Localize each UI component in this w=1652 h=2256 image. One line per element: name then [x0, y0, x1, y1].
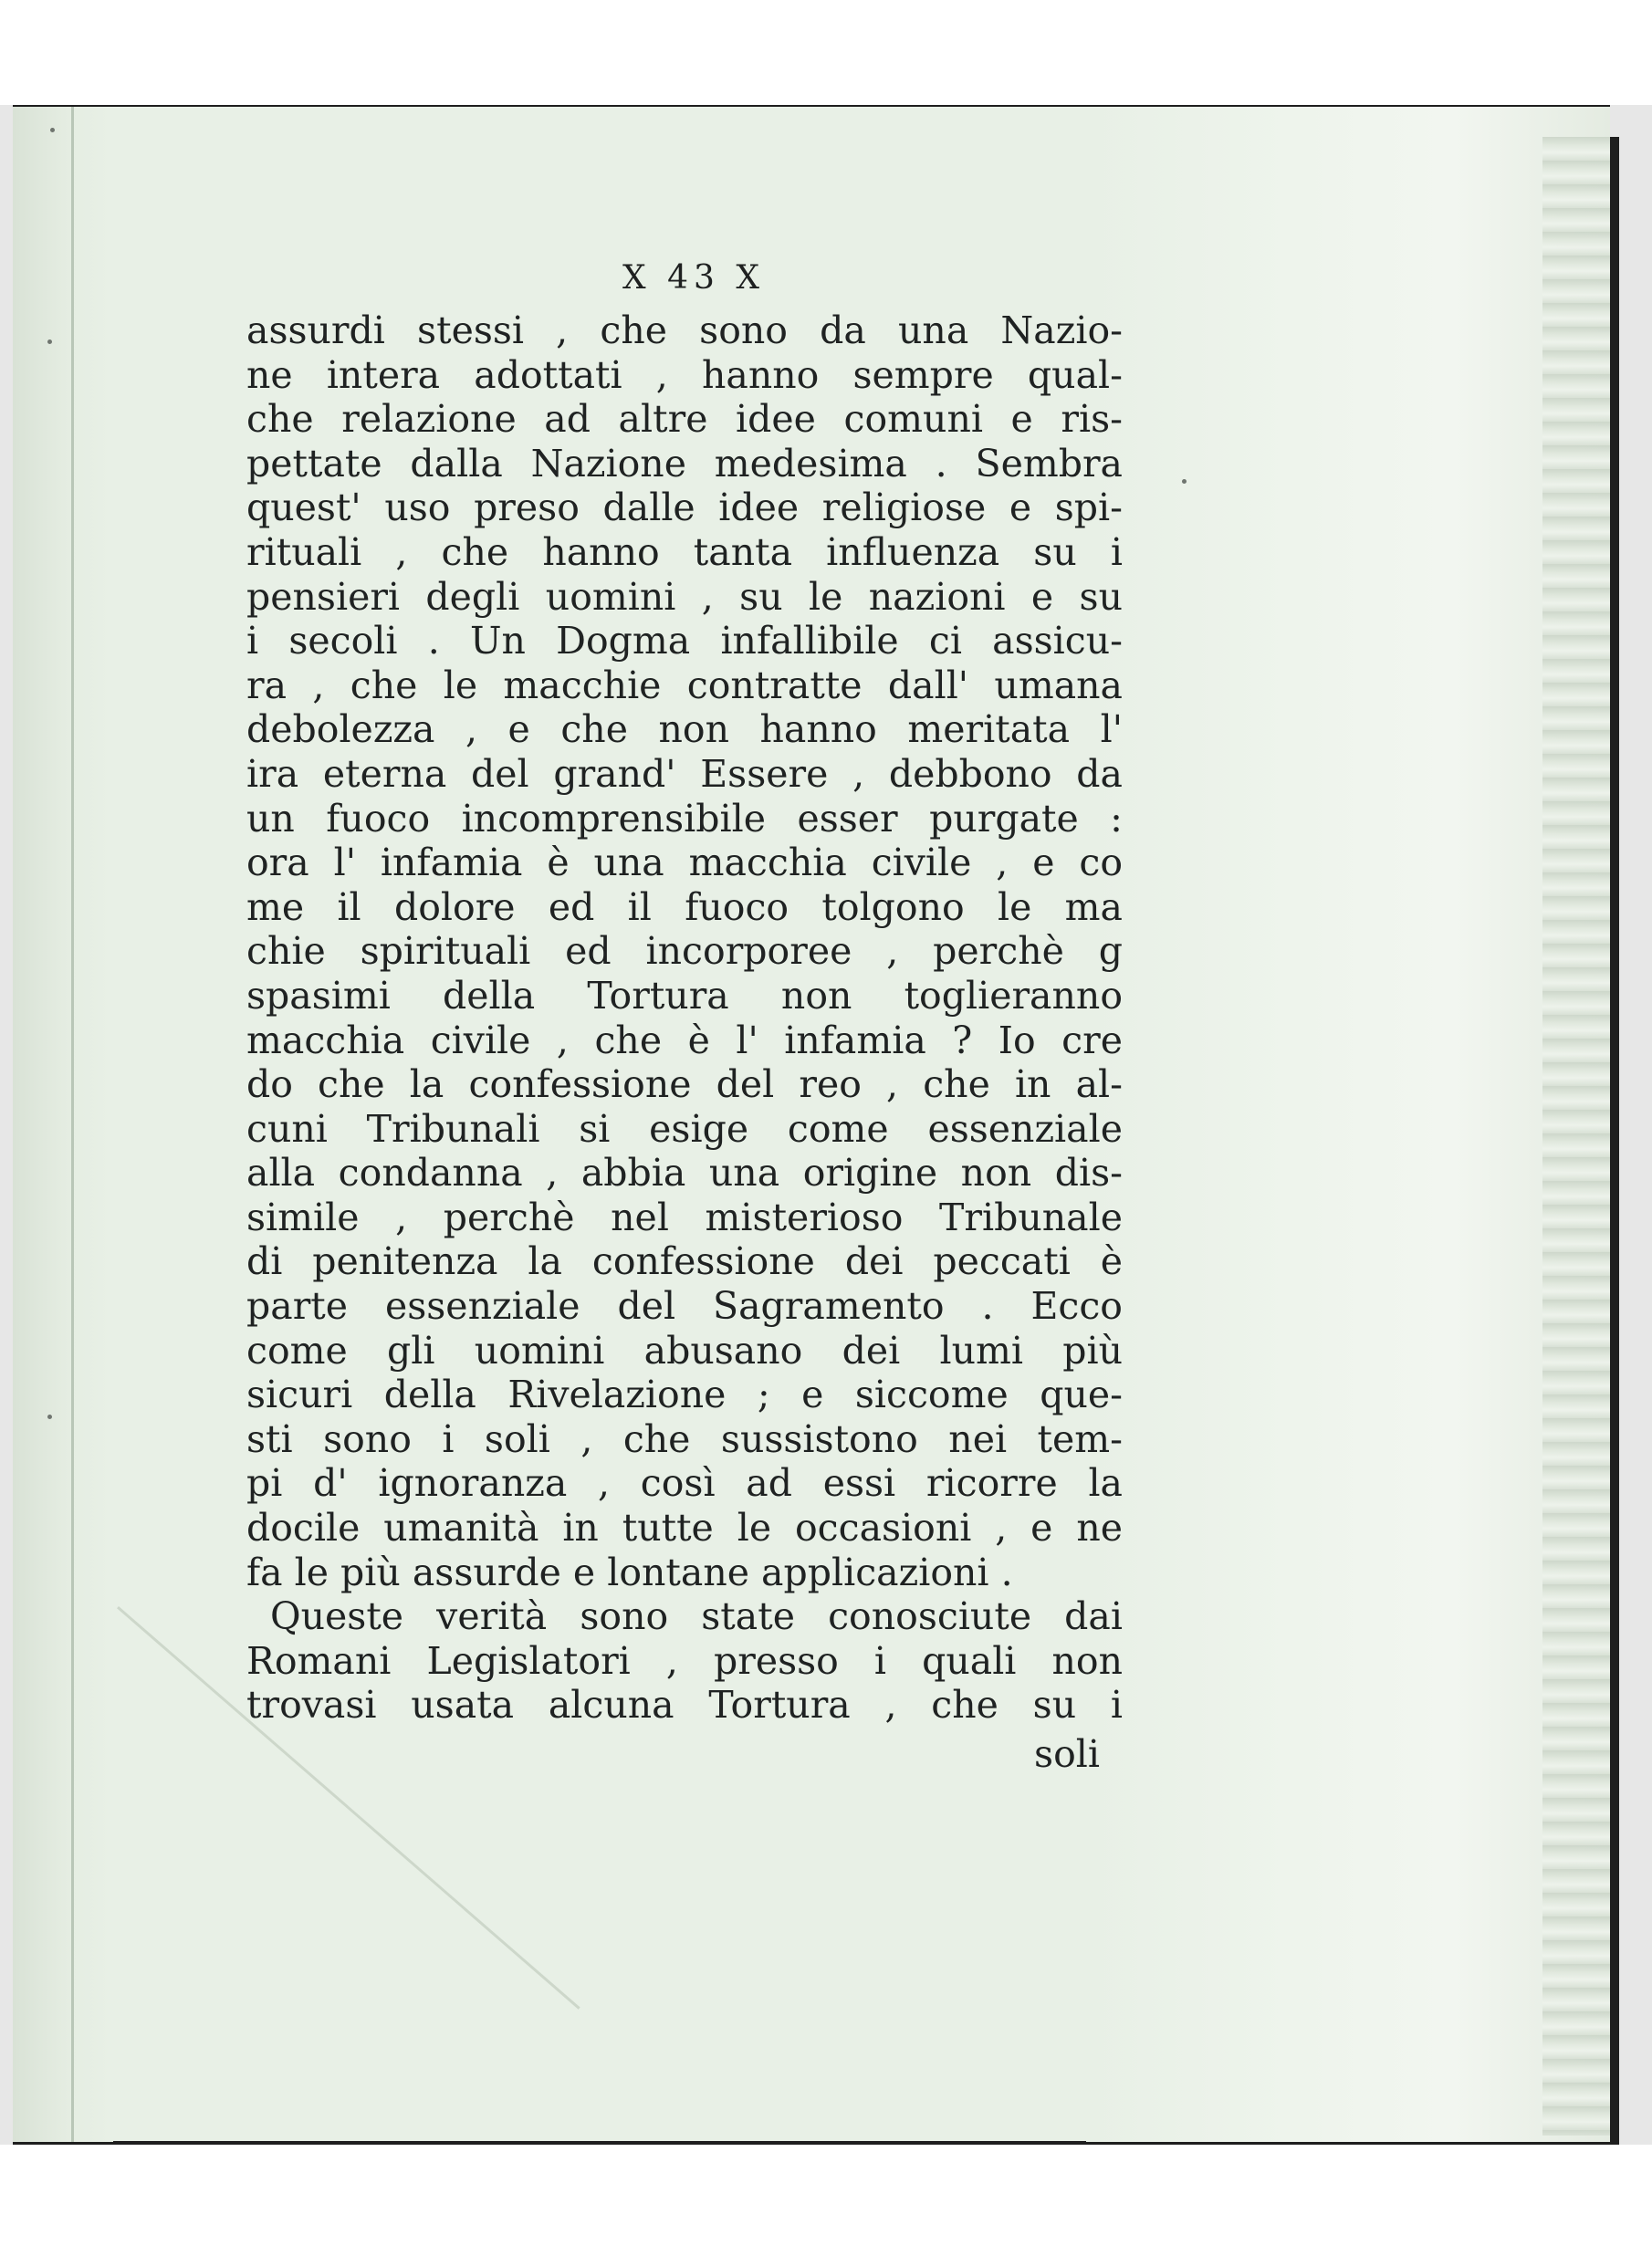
text-line: docile umanità in tutte le occasioni , e ne [246, 1506, 1123, 1551]
text-line: Romani Legislatori , presso i quali non [246, 1638, 1123, 1683]
text-line: fa le più assurde e lontane applicazioni . [246, 1550, 1013, 1594]
text-line: spasimi della Tortura non toglieranno [246, 973, 1123, 1018]
paper-speck [50, 128, 55, 132]
gutter-shadow [13, 107, 113, 2142]
text-line: macchia civile , che è l' infamia ? Io cre [246, 1018, 1123, 1062]
text-line: ra , che le macchie contratte dall' umana [246, 663, 1123, 707]
text-line: ne intera adottati , hanno sempre qual- [246, 352, 1123, 397]
text-line: debolezza , e che non hanno meritata l' [246, 707, 1123, 752]
text-line: ira eterna del grand' Essere , debbono da [246, 751, 1123, 796]
paper-speck [47, 339, 52, 344]
text-line: che relazione ad altre idee comuni e ris- [246, 397, 1123, 442]
text-line: rituali , che hanno tanta influenza su i [246, 529, 1123, 574]
text-line: cuni Tribunali si esige come essenziale [246, 1106, 1123, 1151]
text-line: di penitenza la confessione dei peccati è [246, 1239, 1123, 1284]
text-line: sicuri della Rivelazione ; e siccome que- [246, 1373, 1123, 1417]
text-line: alla condanna , abbia una origine non dis- [246, 1151, 1123, 1196]
text-line: ora l' infamia è una macchia civile , e co [246, 841, 1123, 885]
paper-speck [1182, 479, 1187, 484]
text-line: pi d' ignoranza , così ad essi ricorre la [246, 1461, 1123, 1506]
text-line: chie spirituali ed incorporee , perchè g [246, 929, 1123, 974]
page-number-header: X 43 X [622, 259, 765, 297]
text-line: simile , perchè nel misterioso Tribunale [246, 1195, 1123, 1239]
scan-top-margin [0, 0, 1652, 105]
right-margin-overexposure [1086, 107, 1610, 2142]
text-line: do che la confessione del reo , che in al- [246, 1062, 1123, 1107]
paper-speck [47, 1415, 52, 1419]
text-line: come gli uomini abusano dei lumi più [246, 1328, 1123, 1373]
text-line: me il dolore ed il fuoco tolgono le ma [246, 884, 1123, 929]
right-page-edge [1610, 137, 1619, 2145]
text-line: Queste verità sono state conosciute dai [270, 1594, 1123, 1639]
text-line: sti sono i soli , che sussistono nei tem- [246, 1416, 1123, 1461]
body-text [246, 308, 1123, 1728]
catchword: soli [1034, 1732, 1100, 1776]
scan-bottom-margin [0, 2145, 1652, 2256]
frayed-page-edge [1542, 137, 1610, 2136]
text-line: trovasi usata alcuna Tortura , che su i [246, 1683, 1123, 1728]
text-line: assurdi stessi , che sono da una Nazio- [246, 308, 1123, 352]
gutter-fold [71, 107, 74, 2142]
text-line: parte essenziale del Sagramento . Ecco [246, 1284, 1123, 1329]
text-line: quest' uso preso dalle idee religiose e spi- [246, 486, 1123, 530]
text-line: un fuoco incomprensibile esser purgate : [246, 796, 1123, 841]
text-line: i secoli . Un Dogma infallibile ci assicu- [246, 619, 1123, 663]
text-line: pettate dalla Nazione medesima . Sembra [246, 441, 1123, 486]
text-line: pensieri degli uomini , su le nazioni e su [246, 574, 1123, 619]
